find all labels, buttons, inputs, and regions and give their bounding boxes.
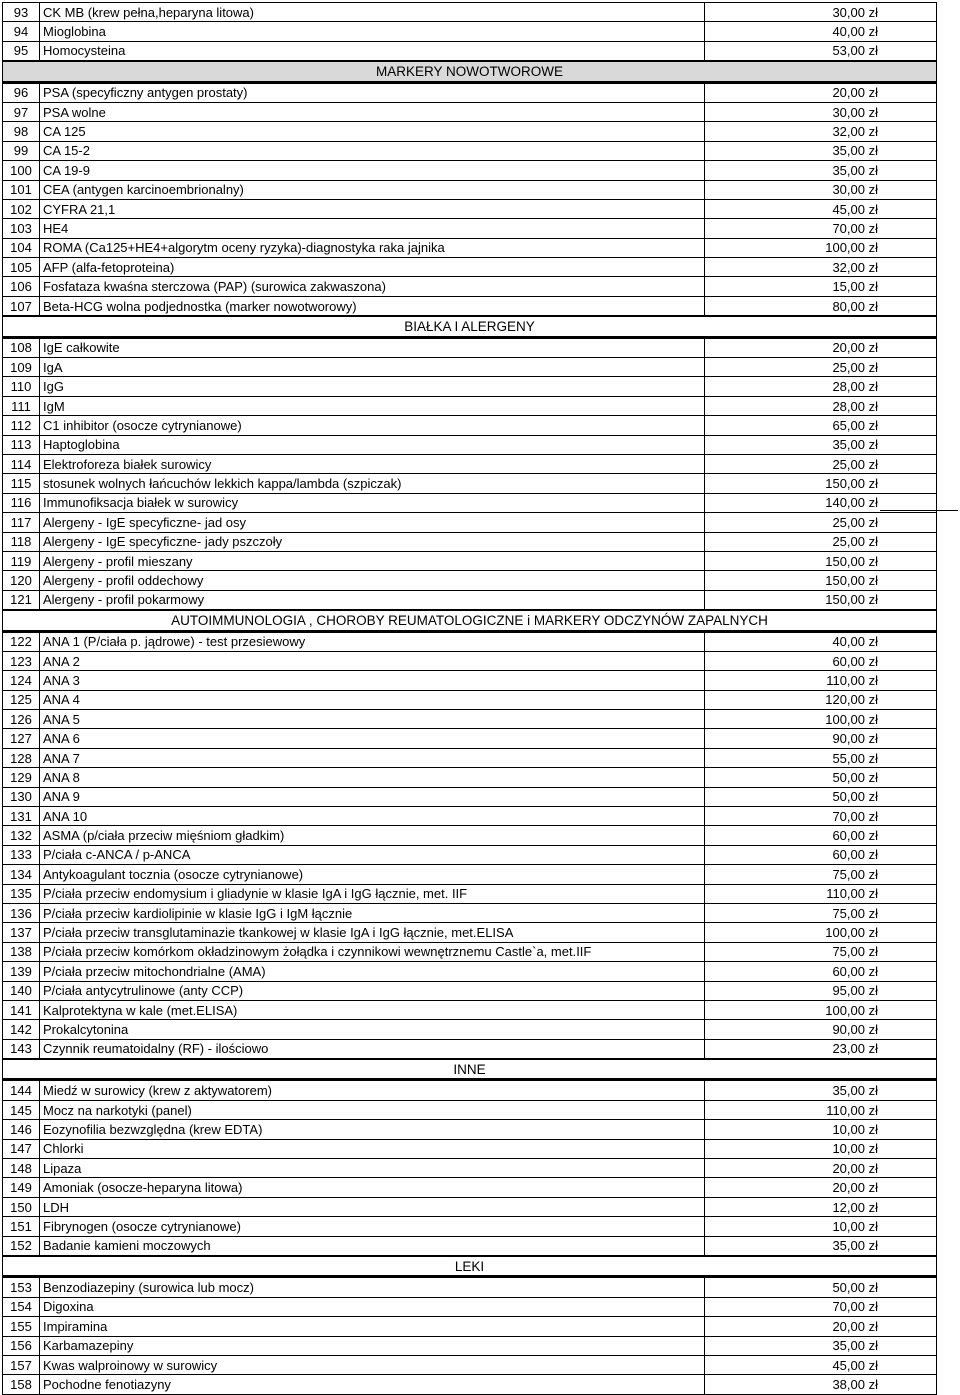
- test-price: 32,00 zł: [705, 258, 937, 277]
- test-name: C1 inhibitor (osocze cytrynianowe): [40, 416, 705, 435]
- row-number: 133: [3, 845, 40, 864]
- test-name: ROMA (Ca125+HE4+algorytm oceny ryzyka)-diagnostyka raka jajnika: [40, 238, 705, 257]
- test-name: IgE całkowite: [40, 337, 705, 357]
- test-name: Immunofiksacja białek w surowicy: [40, 493, 705, 512]
- test-name: IgM: [40, 396, 705, 415]
- test-price: 50,00 zł: [705, 787, 937, 806]
- test-price: 28,00 zł: [705, 377, 937, 396]
- row-number: 152: [3, 1236, 40, 1256]
- test-price: 38,00 zł: [705, 1375, 937, 1394]
- test-price: 25,00 zł: [705, 358, 937, 377]
- test-price: 70,00 zł: [705, 1297, 937, 1316]
- test-name: P/ciała przeciw transglutaminazie tkankowej w klasie IgA i IgG łącznie, met.ELISA: [40, 923, 705, 942]
- test-price: 35,00 zł: [705, 1336, 937, 1355]
- test-name: ANA 10: [40, 807, 705, 826]
- test-name: CA 125: [40, 122, 705, 141]
- table-row: [3, 1217, 937, 1236]
- row-number: 117: [3, 513, 40, 532]
- test-price: 23,00 zł: [705, 1039, 937, 1059]
- test-name: Alergeny - IgE specyficzne- jady pszczoły: [40, 532, 705, 551]
- table-row: [3, 1297, 937, 1316]
- test-name: ANA 2: [40, 651, 705, 670]
- table-row: [3, 474, 937, 493]
- table-row: [3, 690, 937, 709]
- test-price: 30,00 zł: [705, 3, 937, 22]
- row-number: 155: [3, 1317, 40, 1336]
- test-price: 25,00 zł: [705, 532, 937, 551]
- table-row: [3, 199, 937, 218]
- section-header-row: [3, 1059, 937, 1080]
- table-row: [3, 903, 937, 922]
- test-price: 53,00 zł: [705, 41, 937, 61]
- row-number: 143: [3, 1039, 40, 1059]
- test-name: Mioglobina: [40, 22, 705, 41]
- test-price: 35,00 zł: [705, 161, 937, 180]
- row-number: 158: [3, 1375, 40, 1394]
- section-header-row: [3, 1256, 937, 1277]
- test-price: 100,00 zł: [705, 1000, 937, 1019]
- row-number: 139: [3, 962, 40, 981]
- test-price: 20,00 zł: [705, 82, 937, 102]
- section-title: AUTOIMMUNOLOGIA , CHOROBY REUMATOLOGICZNE i MARKERY ODCZYNÓW ZAPALNYCH: [3, 610, 937, 631]
- test-name: ANA 8: [40, 768, 705, 787]
- test-name: ANA 5: [40, 710, 705, 729]
- table-row: [3, 651, 937, 670]
- test-name: P/ciała antycytrulinowe (anty CCP): [40, 981, 705, 1000]
- table-row: [3, 377, 937, 396]
- table-row: [3, 396, 937, 415]
- table-row: [3, 337, 937, 357]
- table-row: [3, 1355, 937, 1374]
- test-name: Chlorki: [40, 1139, 705, 1158]
- test-price: 30,00 zł: [705, 180, 937, 199]
- table-row: [3, 923, 937, 942]
- table-row: [3, 1039, 937, 1059]
- test-name: Prokalcytonina: [40, 1020, 705, 1039]
- table-row: [3, 942, 937, 961]
- test-price: 45,00 zł: [705, 1355, 937, 1374]
- test-price: 10,00 zł: [705, 1120, 937, 1139]
- test-name: Amoniak (osocze-heparyna litowa): [40, 1178, 705, 1197]
- row-number: 157: [3, 1355, 40, 1374]
- test-price: 25,00 zł: [705, 454, 937, 473]
- test-name: IgA: [40, 358, 705, 377]
- row-number: 106: [3, 277, 40, 296]
- test-name: Elektroforeza białek surowicy: [40, 454, 705, 473]
- table-row: [3, 768, 937, 787]
- row-number: 100: [3, 161, 40, 180]
- table-row: [3, 493, 937, 512]
- test-price: 75,00 zł: [705, 865, 937, 884]
- section-header-row: [3, 61, 937, 82]
- table-row: [3, 748, 937, 767]
- price-table-body: [3, 3, 937, 1395]
- test-price: 10,00 zł: [705, 1217, 937, 1236]
- table-row: [3, 141, 937, 160]
- section-title: INNE: [3, 1059, 937, 1080]
- row-number: 153: [3, 1277, 40, 1297]
- table-row: [3, 82, 937, 102]
- table-row: [3, 180, 937, 199]
- table-row: [3, 1080, 937, 1100]
- table-row: [3, 571, 937, 590]
- test-price: 110,00 zł: [705, 1100, 937, 1119]
- table-row: [3, 884, 937, 903]
- row-number: 131: [3, 807, 40, 826]
- test-price: 70,00 zł: [705, 807, 937, 826]
- section-title: BIAŁKA I ALERGENY: [3, 316, 937, 337]
- test-price: 50,00 zł: [705, 1277, 937, 1297]
- table-row: [3, 710, 937, 729]
- test-price: 150,00 zł: [705, 551, 937, 570]
- test-price: 12,00 zł: [705, 1197, 937, 1216]
- row-number: 104: [3, 238, 40, 257]
- test-name: P/ciała przeciw kardiolipinie w klasie IgG i IgM łącznie: [40, 903, 705, 922]
- row-number: 113: [3, 435, 40, 454]
- test-name: Fosfataza kwaśna sterczowa (PAP) (surowica zakwaszona): [40, 277, 705, 296]
- test-name: PSA (specyficzny antygen prostaty): [40, 82, 705, 102]
- row-number: 93: [3, 3, 40, 22]
- test-price: 60,00 zł: [705, 845, 937, 864]
- row-number: 147: [3, 1139, 40, 1158]
- row-number: 122: [3, 631, 40, 651]
- test-price: 55,00 zł: [705, 748, 937, 767]
- test-name: Mocz na narkotyki (panel): [40, 1100, 705, 1119]
- test-name: P/ciała c-ANCA / p-ANCA: [40, 845, 705, 864]
- table-row: [3, 416, 937, 435]
- price-table: [2, 2, 937, 1395]
- table-row: [3, 631, 937, 651]
- table-row: [3, 826, 937, 845]
- test-price: 20,00 zł: [705, 337, 937, 357]
- row-number: 123: [3, 651, 40, 670]
- test-name: CA 15-2: [40, 141, 705, 160]
- test-price: 70,00 zł: [705, 219, 937, 238]
- row-number: 109: [3, 358, 40, 377]
- table-row: [3, 1375, 937, 1394]
- table-row: [3, 41, 937, 61]
- table-row: [3, 787, 937, 806]
- test-name: ANA 6: [40, 729, 705, 748]
- test-price: 110,00 zł: [705, 671, 937, 690]
- table-row: [3, 671, 937, 690]
- row-number: 146: [3, 1120, 40, 1139]
- row-number: 137: [3, 923, 40, 942]
- section-title: MARKERY NOWOTWOROWE: [3, 61, 937, 82]
- test-name: Eozynofilia bezwzględna (krew EDTA): [40, 1120, 705, 1139]
- table-row: [3, 102, 937, 121]
- test-price: 60,00 zł: [705, 651, 937, 670]
- table-row: [3, 3, 937, 22]
- table-row: [3, 1020, 937, 1039]
- test-price: 75,00 zł: [705, 942, 937, 961]
- test-name: Impiramina: [40, 1317, 705, 1336]
- row-number: 112: [3, 416, 40, 435]
- test-name: CA 19-9: [40, 161, 705, 180]
- test-price: 35,00 zł: [705, 435, 937, 454]
- row-number: 125: [3, 690, 40, 709]
- test-price: 50,00 zł: [705, 768, 937, 787]
- test-price: 75,00 zł: [705, 903, 937, 922]
- row-number: 99: [3, 141, 40, 160]
- test-price: 100,00 zł: [705, 923, 937, 942]
- table-row: [3, 590, 937, 610]
- row-number: 135: [3, 884, 40, 903]
- test-price: 110,00 zł: [705, 884, 937, 903]
- table-row: [3, 1236, 937, 1256]
- table-row: [3, 1336, 937, 1355]
- test-price: 20,00 zł: [705, 1317, 937, 1336]
- test-price: 60,00 zł: [705, 826, 937, 845]
- test-name: Badanie kamieni moczowych: [40, 1236, 705, 1256]
- row-number: 105: [3, 258, 40, 277]
- test-name: Digoxina: [40, 1297, 705, 1316]
- test-price: 10,00 zł: [705, 1139, 937, 1158]
- test-name: LDH: [40, 1197, 705, 1216]
- table-row: [3, 981, 937, 1000]
- row-number: 129: [3, 768, 40, 787]
- test-price: 32,00 zł: [705, 122, 937, 141]
- test-name: Kwas walproinowy w surowicy: [40, 1355, 705, 1374]
- test-price: 45,00 zł: [705, 199, 937, 218]
- test-name: CK MB (krew pełna,heparyna litowa): [40, 3, 705, 22]
- table-row: [3, 513, 937, 532]
- section-header-row: [3, 316, 937, 337]
- test-price: 140,00 zł: [705, 493, 937, 512]
- table-row: [3, 1100, 937, 1119]
- table-row: [3, 258, 937, 277]
- test-name: Benzodiazepiny (surowica lub mocz): [40, 1277, 705, 1297]
- test-name: Czynnik reumatoidalny (RF) - ilościowo: [40, 1039, 705, 1059]
- test-price: 20,00 zł: [705, 1159, 937, 1178]
- table-row: [3, 277, 937, 296]
- test-name: IgG: [40, 377, 705, 396]
- table-row: [3, 1178, 937, 1197]
- test-name: Pochodne fenotiazyny: [40, 1375, 705, 1394]
- table-row: [3, 122, 937, 141]
- table-row: [3, 1000, 937, 1019]
- row-number: 144: [3, 1080, 40, 1100]
- table-row: [3, 435, 937, 454]
- row-number: 95: [3, 41, 40, 61]
- test-price: 150,00 zł: [705, 590, 937, 610]
- table-row: [3, 1139, 937, 1158]
- section-title: LEKI: [3, 1256, 937, 1277]
- test-price: 90,00 zł: [705, 729, 937, 748]
- row-number: 120: [3, 571, 40, 590]
- row-number: 145: [3, 1100, 40, 1119]
- table-row: [3, 22, 937, 41]
- test-name: Lipaza: [40, 1159, 705, 1178]
- row-number: 114: [3, 454, 40, 473]
- test-price: 150,00 zł: [705, 571, 937, 590]
- table-row: [3, 296, 937, 316]
- row-number: 119: [3, 551, 40, 570]
- test-price: 40,00 zł: [705, 631, 937, 651]
- row-number: 126: [3, 710, 40, 729]
- row-number: 140: [3, 981, 40, 1000]
- test-price: 28,00 zł: [705, 396, 937, 415]
- test-price: 15,00 zł: [705, 277, 937, 296]
- test-price: 60,00 zł: [705, 962, 937, 981]
- row-number: 134: [3, 865, 40, 884]
- test-price: 95,00 zł: [705, 981, 937, 1000]
- row-number: 127: [3, 729, 40, 748]
- test-name: Kalprotektyna w kale (met.ELISA): [40, 1000, 705, 1019]
- test-name: P/ciała przeciw mitochondrialne (AMA): [40, 962, 705, 981]
- row-number: 150: [3, 1197, 40, 1216]
- table-row: [3, 1197, 937, 1216]
- table-row: [3, 1159, 937, 1178]
- test-price: 100,00 zł: [705, 238, 937, 257]
- test-name: CYFRA 21,1: [40, 199, 705, 218]
- row-number: 132: [3, 826, 40, 845]
- test-price: 40,00 zł: [705, 22, 937, 41]
- test-name: P/ciała przeciw endomysium i gliadynie w klasie IgA i IgG łącznie, met. IIF: [40, 884, 705, 903]
- test-price: 90,00 zł: [705, 1020, 937, 1039]
- row-number: 141: [3, 1000, 40, 1019]
- test-price: 80,00 zł: [705, 296, 937, 316]
- test-name: Miedź w surowicy (krew z aktywatorem): [40, 1080, 705, 1100]
- test-price: 120,00 zł: [705, 690, 937, 709]
- row-number: 101: [3, 180, 40, 199]
- test-price: 100,00 zł: [705, 710, 937, 729]
- test-name: ANA 4: [40, 690, 705, 709]
- row-number: 96: [3, 82, 40, 102]
- test-name: Alergeny - IgE specyficzne- jad osy: [40, 513, 705, 532]
- table-row: [3, 532, 937, 551]
- table-row: [3, 845, 937, 864]
- row-number: 121: [3, 590, 40, 610]
- row-number: 102: [3, 199, 40, 218]
- price-list-sheet: [2, 2, 880, 1395]
- test-name: AFP (alfa-fetoproteina): [40, 258, 705, 277]
- row-number: 108: [3, 337, 40, 357]
- row-number: 156: [3, 1336, 40, 1355]
- test-name: ANA 7: [40, 748, 705, 767]
- test-name: PSA wolne: [40, 102, 705, 121]
- row-number: 154: [3, 1297, 40, 1316]
- test-price: 20,00 zł: [705, 1178, 937, 1197]
- row-number: 111: [3, 396, 40, 415]
- table-row: [3, 962, 937, 981]
- test-name: HE4: [40, 219, 705, 238]
- test-price: 35,00 zł: [705, 141, 937, 160]
- table-row: [3, 1120, 937, 1139]
- test-name: ASMA (p/ciała przeciw mięśniom gładkim): [40, 826, 705, 845]
- row-number: 142: [3, 1020, 40, 1039]
- row-number: 116: [3, 493, 40, 512]
- test-price: 35,00 zł: [705, 1236, 937, 1256]
- test-name: ANA 1 (P/ciała p. jądrowe) - test przesiewowy: [40, 631, 705, 651]
- test-name: stosunek wolnych łańcuchów lekkich kappa/lambda (szpiczak): [40, 474, 705, 493]
- section-header-row: [3, 610, 937, 631]
- row-number: 149: [3, 1178, 40, 1197]
- test-price: 65,00 zł: [705, 416, 937, 435]
- test-name: Haptoglobina: [40, 435, 705, 454]
- row-number: 124: [3, 671, 40, 690]
- table-row: [3, 1277, 937, 1297]
- row-number: 148: [3, 1159, 40, 1178]
- row-number: 115: [3, 474, 40, 493]
- test-name: P/ciała przeciw komórkom okładzinowym żołądka i czynnikowi wewnętrznemu Castle`a, met.IIF: [40, 942, 705, 961]
- table-row: [3, 865, 937, 884]
- test-name: Antykoagulant tocznia (osocze cytrynianowe): [40, 865, 705, 884]
- test-name: Alergeny - profil pokarmowy: [40, 590, 705, 610]
- table-row: [3, 238, 937, 257]
- table-row: [3, 551, 937, 570]
- table-row: [3, 358, 937, 377]
- row-number: 128: [3, 748, 40, 767]
- test-name: CEA (antygen karcinoembrionalny): [40, 180, 705, 199]
- row-number: 151: [3, 1217, 40, 1236]
- table-row: [3, 161, 937, 180]
- row-number: 136: [3, 903, 40, 922]
- test-name: Beta-HCG wolna podjednostka (marker nowotworowy): [40, 296, 705, 316]
- row-number: 97: [3, 102, 40, 121]
- test-price: 30,00 zł: [705, 102, 937, 121]
- table-row: [3, 454, 937, 473]
- row-number: 118: [3, 532, 40, 551]
- table-row: [3, 807, 937, 826]
- row-number: 138: [3, 942, 40, 961]
- row-number: 110: [3, 377, 40, 396]
- test-name: Homocysteina: [40, 41, 705, 61]
- table-row: [3, 219, 937, 238]
- row-number: 130: [3, 787, 40, 806]
- test-price: 25,00 zł: [705, 513, 937, 532]
- test-name: Alergeny - profil mieszany: [40, 551, 705, 570]
- stray-border-line: [880, 510, 958, 511]
- test-name: ANA 9: [40, 787, 705, 806]
- row-number: 98: [3, 122, 40, 141]
- table-row: [3, 1317, 937, 1336]
- row-number: 107: [3, 296, 40, 316]
- test-name: Fibrynogen (osocze cytrynianowe): [40, 1217, 705, 1236]
- test-name: ANA 3: [40, 671, 705, 690]
- test-name: Alergeny - profil oddechowy: [40, 571, 705, 590]
- row-number: 94: [3, 22, 40, 41]
- test-price: 35,00 zł: [705, 1080, 937, 1100]
- test-price: 150,00 zł: [705, 474, 937, 493]
- test-name: Karbamazepiny: [40, 1336, 705, 1355]
- table-row: [3, 729, 937, 748]
- row-number: 103: [3, 219, 40, 238]
